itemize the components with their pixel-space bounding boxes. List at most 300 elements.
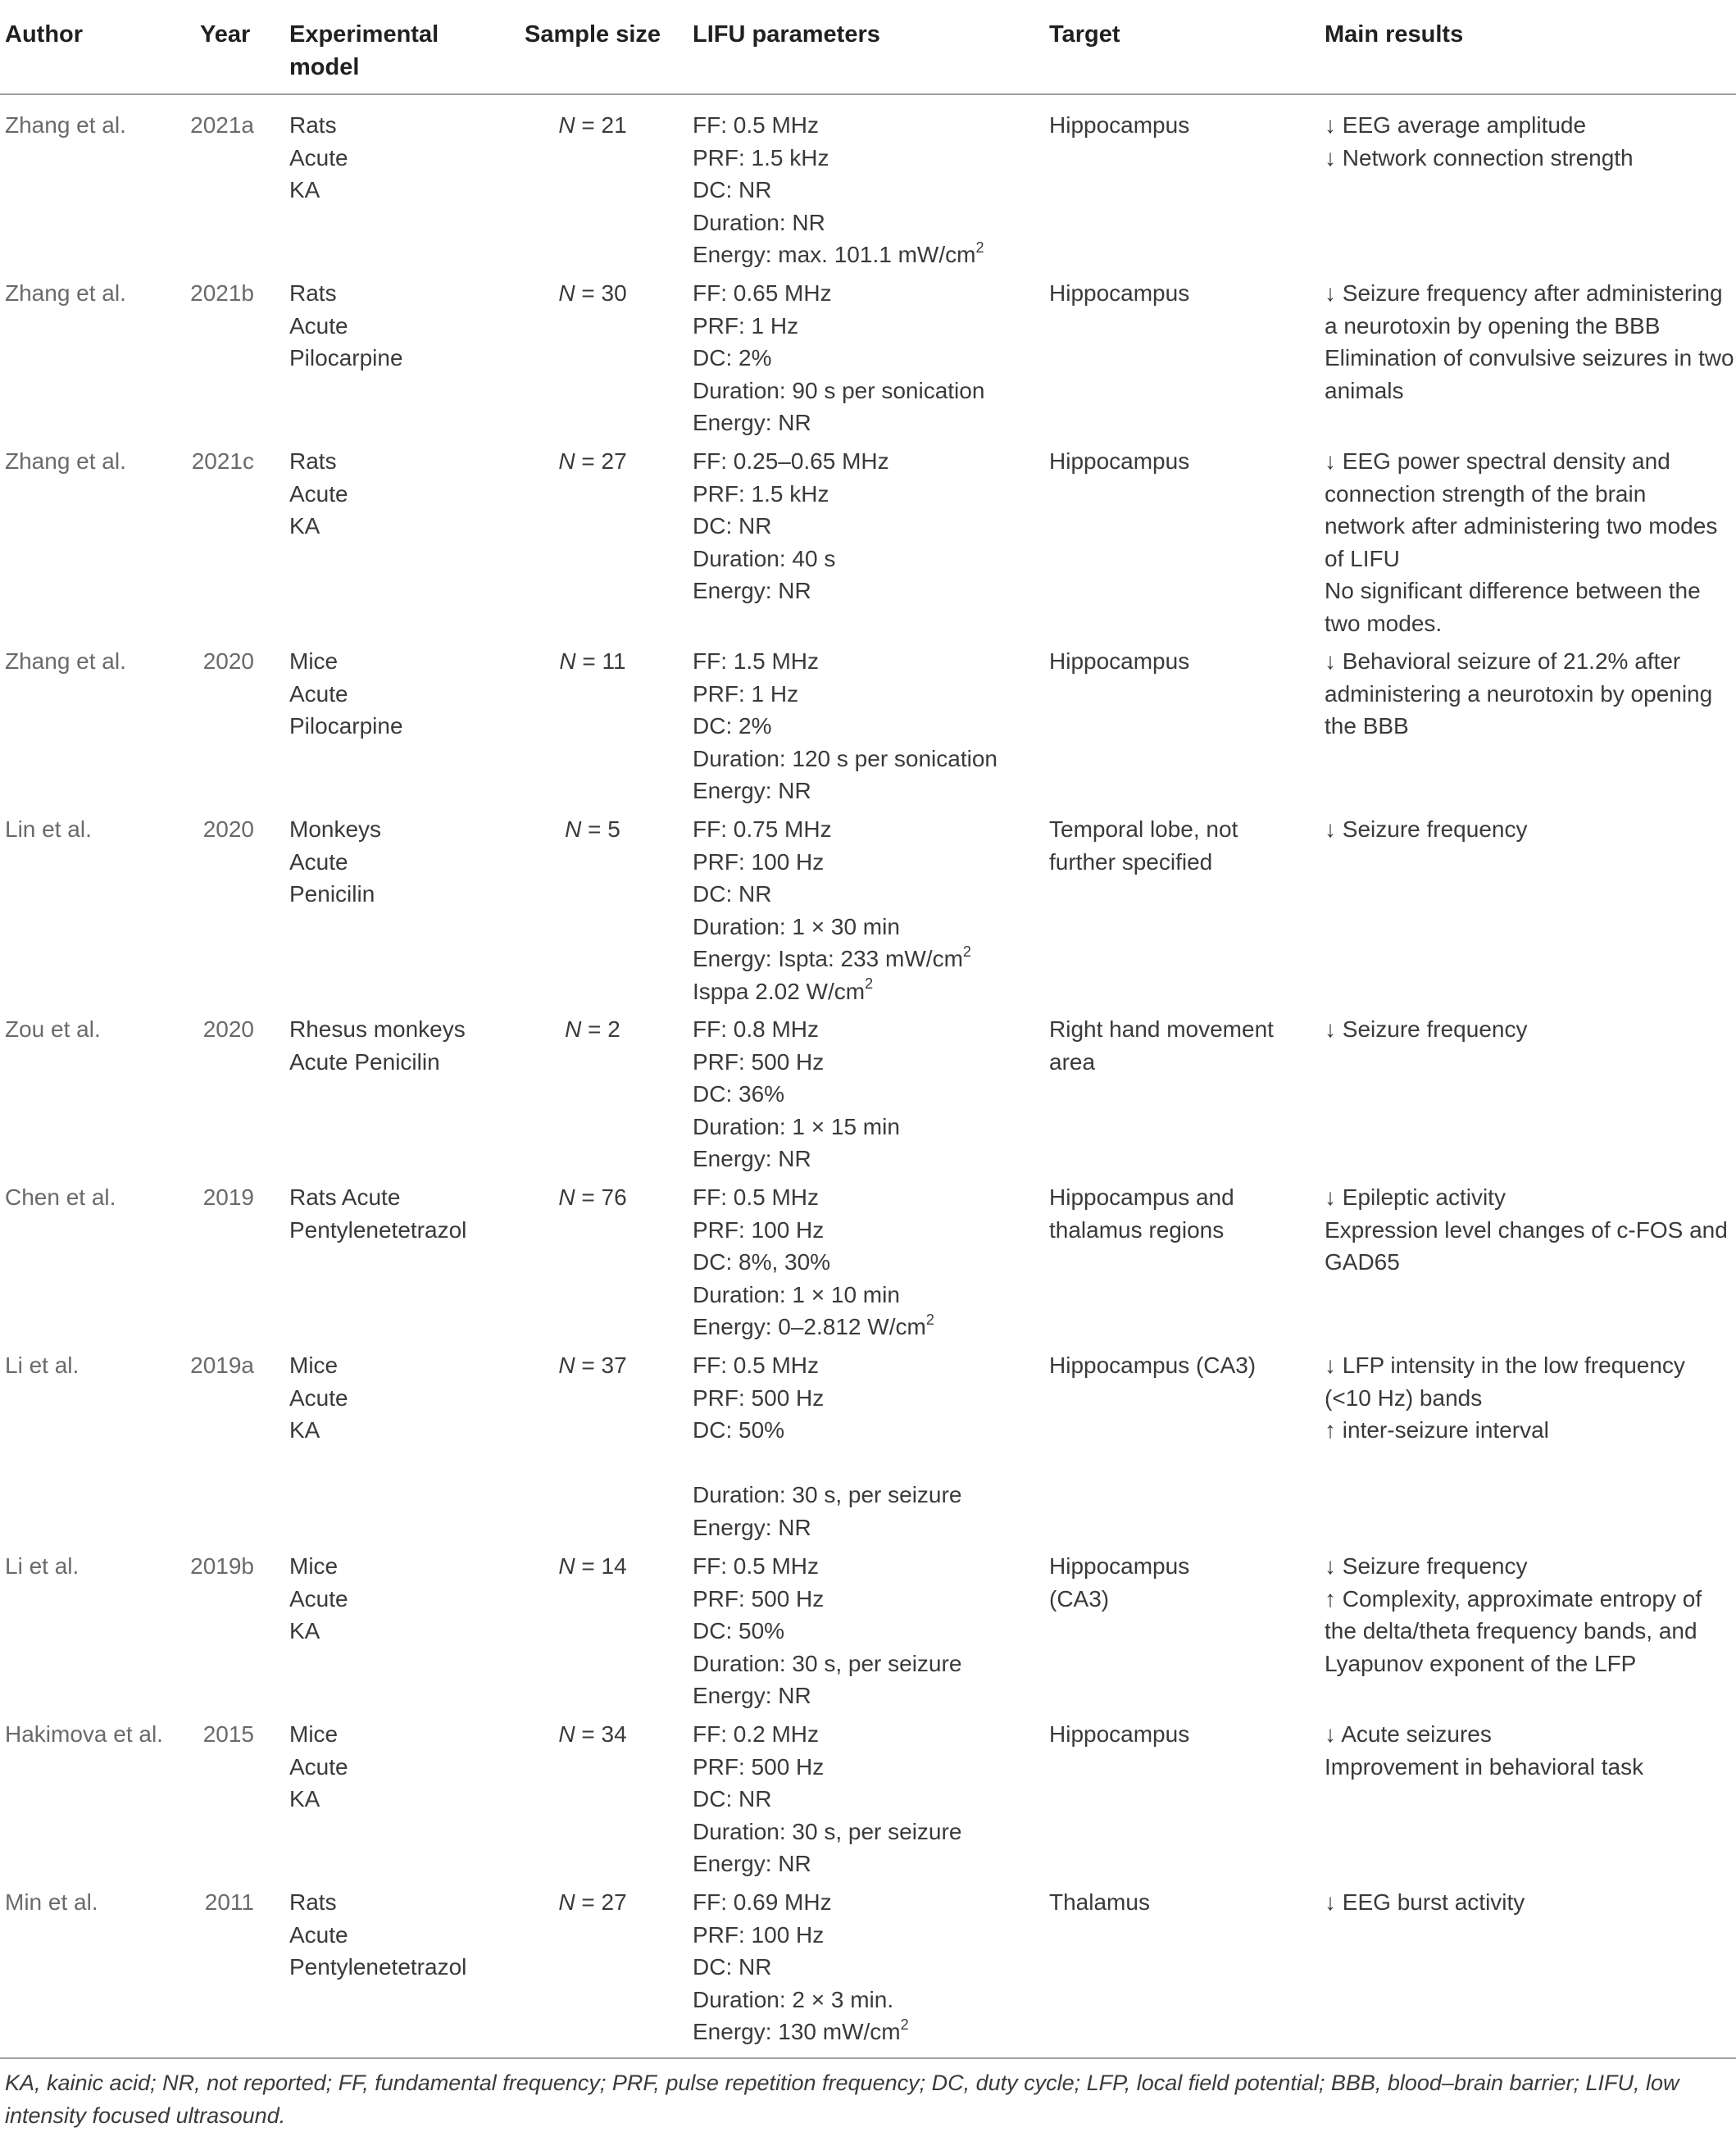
cell-line-text: FF: 0.5 MHz xyxy=(693,112,820,138)
cell-line-text: ↓ EEG burst activity xyxy=(1325,1889,1525,1915)
cell-line-text: Duration: 2 × 3 min. xyxy=(693,1986,894,2012)
cell-line xyxy=(1325,375,1734,407)
cell-line-text: KA xyxy=(289,1417,320,1443)
cell-line-text: Hippocampus xyxy=(1049,280,1190,306)
cell-line-text: Duration: 120 s per sonication xyxy=(693,745,998,771)
cell-line-text: Energy: NR xyxy=(693,410,811,435)
header-lifu-parameters: LIFU parameters xyxy=(693,21,880,48)
cell-line xyxy=(693,813,971,846)
cell-line xyxy=(1049,1013,1274,1046)
cell-line-text: a neurotoxin by opening the BBB xyxy=(1325,312,1661,339)
cell-line-text: Energy: 130 mW/cm xyxy=(693,2019,901,2044)
cell-line-text: Rhesus monkeys xyxy=(289,1016,466,1042)
cell-sample-size xyxy=(527,1181,658,1214)
cell-line-text: network after administering two modes xyxy=(1325,513,1718,539)
sample-size-n: N xyxy=(558,1352,575,1378)
cell-line-text: Duration: 1 × 15 min xyxy=(693,1113,900,1139)
cell-line-text: Hippocampus and xyxy=(1049,1184,1234,1210)
cell-line-text: PRF: 100 Hz xyxy=(693,848,825,875)
cell-line xyxy=(289,1919,466,1952)
cell-line xyxy=(289,813,381,846)
cell-line xyxy=(1325,1181,1728,1214)
cell-line-text: Monkeys xyxy=(289,816,382,842)
sample-size-n: N xyxy=(558,448,575,474)
cell-lifu-parameters xyxy=(693,1181,934,1343)
cell-author: Li et al. xyxy=(5,1553,80,1579)
superscript-2: 2 xyxy=(962,943,971,960)
header-model xyxy=(289,18,439,84)
cell-line xyxy=(693,142,984,175)
cell-author: Zhang et al. xyxy=(5,448,126,474)
cell-line-text: the delta/theta frequency bands, and xyxy=(1325,1618,1697,1643)
cell-main-results xyxy=(1325,277,1734,407)
cell-line-text: Duration: 1 × 30 min xyxy=(693,913,900,939)
cell-lifu-parameters xyxy=(693,1718,961,1880)
cell-line-text: ↑ Complexity, approximate entropy of xyxy=(1325,1585,1702,1612)
cell-year: 2020 xyxy=(202,1016,254,1042)
cell-line-text: PRF: 500 Hz xyxy=(693,1585,825,1612)
cell-line-text: FF: 0.5 MHz xyxy=(693,1352,820,1378)
cell-line-text: FF: 0.5 MHz xyxy=(693,1553,820,1579)
cell-line-text: Energy: NR xyxy=(693,1851,811,1876)
cell-experimental-model xyxy=(289,1349,348,1447)
cell-line-text: Acute xyxy=(289,1921,348,1948)
cell-line-text: PRF: 500 Hz xyxy=(693,1384,825,1411)
cell-line-text: Duration: 90 s per sonication xyxy=(693,377,985,403)
cell-line-text: Acute xyxy=(289,848,348,875)
cell-line-text: Rats xyxy=(289,448,337,474)
cell-line xyxy=(693,575,889,607)
cell-line xyxy=(1325,1615,1702,1648)
cell-line-text: Acute xyxy=(289,1753,348,1780)
cell-author: Zhang et al. xyxy=(5,648,126,674)
cell-line-text: Rats xyxy=(289,112,337,138)
sample-size-value: = 2 xyxy=(588,1016,620,1042)
cell-line-text: Duration: NR xyxy=(693,209,825,235)
cell-experimental-model xyxy=(289,1718,348,1816)
sample-size-n: N xyxy=(559,648,576,674)
cell-line-text: Acute xyxy=(289,144,348,170)
cell-line-text: Thalamus xyxy=(1049,1889,1150,1915)
cell-line xyxy=(1325,310,1734,343)
cell-line-text: ↓ Seizure frequency after administering xyxy=(1325,280,1723,306)
cell-line xyxy=(289,846,381,879)
cell-line-text: area xyxy=(1049,1048,1096,1075)
cell-line-text: Hippocampus (CA3) xyxy=(1049,1352,1257,1378)
superscript-2: 2 xyxy=(865,975,874,993)
header-year: Year xyxy=(200,21,251,48)
cell-target xyxy=(1049,1886,1150,1919)
cell-lifu-parameters xyxy=(693,1349,961,1543)
cell-target xyxy=(1049,1718,1189,1751)
sample-size-value: = 37 xyxy=(581,1352,627,1378)
cell-line-text: FF: 0.75 MHz xyxy=(693,816,832,842)
cell-line-text: DC: NR xyxy=(693,1786,772,1812)
cell-line xyxy=(693,645,998,678)
cell-line-text: FF: 0.8 MHz xyxy=(693,1016,820,1042)
cell-line-text: PRF: 100 Hz xyxy=(693,1921,825,1948)
cell-line-text: ↓ Seizure frequency xyxy=(1325,816,1528,842)
cell-line-text: Energy: NR xyxy=(693,778,811,803)
cell-line-text: two modes. xyxy=(1325,610,1443,636)
cell-main-results xyxy=(1325,813,1527,846)
cell-line xyxy=(289,1214,466,1247)
cell-line xyxy=(693,943,971,975)
cell-line xyxy=(693,1382,961,1415)
cell-sample-size xyxy=(527,1550,658,1583)
cell-line xyxy=(693,775,998,807)
cell-line xyxy=(1325,710,1712,743)
cell-line-text: Rats xyxy=(289,280,337,306)
sample-size-n: N xyxy=(558,112,575,138)
header-model-line1: Experimental xyxy=(289,21,439,48)
cell-line xyxy=(693,1848,961,1880)
cell-line xyxy=(693,1214,934,1247)
cell-line-text: Hippocampus xyxy=(1049,112,1190,138)
cell-line xyxy=(289,1550,348,1583)
cell-line xyxy=(693,710,998,743)
cell-line-text: Acute xyxy=(289,1384,348,1411)
cell-line xyxy=(1049,813,1238,846)
cell-year: 2020 xyxy=(202,816,254,842)
cell-line xyxy=(693,911,971,943)
cell-lifu-parameters xyxy=(693,1886,909,2048)
cell-line-text: KA xyxy=(289,177,320,202)
cell-line xyxy=(289,510,348,543)
cell-line xyxy=(693,1414,961,1447)
cell-line xyxy=(289,1583,348,1616)
cell-line xyxy=(289,109,348,142)
sample-size-n: N xyxy=(558,280,575,306)
cell-line xyxy=(693,1479,961,1511)
cell-line xyxy=(289,174,348,207)
cell-line xyxy=(289,310,403,343)
cell-line xyxy=(289,1951,466,1984)
sample-size-value: = 11 xyxy=(582,648,626,674)
sample-size-n: N xyxy=(558,1721,575,1747)
cell-line-text: connection strength of the brain xyxy=(1325,480,1647,507)
cell-main-results xyxy=(1325,1718,1643,1783)
cell-main-results xyxy=(1325,1550,1702,1680)
cell-line-text: of LIFU xyxy=(1325,545,1400,571)
cell-line-text: Energy: NR xyxy=(693,1683,811,1708)
cell-sample-size xyxy=(527,813,658,846)
cell-line-text: ↓ Epileptic activity xyxy=(1325,1184,1506,1210)
cell-line xyxy=(1325,1886,1525,1919)
cell-line xyxy=(693,678,998,711)
cell-sample-size xyxy=(527,645,658,678)
header-rule xyxy=(0,93,1736,95)
cell-line-text: Duration: 1 × 10 min xyxy=(693,1281,900,1307)
cell-line-text: ↓ EEG average amplitude xyxy=(1325,112,1587,138)
cell-line-text: GAD65 xyxy=(1325,1249,1400,1275)
cell-line-text: KA xyxy=(289,513,320,539)
cell-line xyxy=(1325,1414,1685,1447)
cell-line-text: Acute xyxy=(289,680,348,707)
cell-line-text: Penicilin xyxy=(289,881,375,907)
cell-line xyxy=(1325,1583,1702,1616)
cell-author: Min et al. xyxy=(5,1889,98,1915)
header-main-results: Main results xyxy=(1325,21,1464,48)
cell-line-text: the BBB xyxy=(1325,713,1409,739)
cell-line xyxy=(693,207,984,239)
cell-line xyxy=(1049,1583,1189,1616)
cell-year: 2015 xyxy=(202,1721,254,1747)
cell-line xyxy=(1049,645,1189,678)
cell-year: 2021b xyxy=(190,280,254,306)
cell-line-text: DC: 8%, 30% xyxy=(693,1249,831,1275)
cell-sample-size xyxy=(527,445,658,478)
cell-line-text: Elimination of convulsive seizures in two xyxy=(1325,345,1734,370)
cell-sample-size xyxy=(527,1886,658,1919)
cell-line-text: Energy: NR xyxy=(693,1146,811,1171)
cell-line xyxy=(693,1078,900,1111)
cell-experimental-model xyxy=(289,445,348,543)
cell-line xyxy=(693,1279,934,1311)
cell-line xyxy=(693,1511,961,1544)
cell-line xyxy=(1049,109,1189,142)
cell-experimental-model xyxy=(289,813,381,911)
cell-line-text: Mice xyxy=(289,648,339,674)
cell-lifu-parameters xyxy=(693,445,889,607)
cell-line xyxy=(289,1886,466,1919)
cell-target xyxy=(1049,1349,1256,1382)
line-gap xyxy=(693,1447,961,1480)
cell-line-text: FF: 0.5 MHz xyxy=(693,1184,820,1210)
cell-line xyxy=(1325,1246,1728,1279)
cell-line xyxy=(289,1751,348,1784)
cell-experimental-model xyxy=(289,1550,348,1648)
cell-line xyxy=(693,1751,961,1784)
cell-line xyxy=(693,510,889,543)
cell-line-text: KA xyxy=(289,1618,320,1643)
cell-line-text: DC: 50% xyxy=(693,1417,785,1443)
cell-lifu-parameters xyxy=(693,109,984,271)
cell-line-text: ↑ inter-seizure interval xyxy=(1325,1417,1549,1443)
bottom-rule xyxy=(0,2057,1736,2059)
sample-size-value: = 34 xyxy=(581,1721,627,1747)
cell-line xyxy=(693,239,984,271)
cell-line-text: Pentylenetetrazol xyxy=(289,1954,467,1980)
cell-sample-size xyxy=(527,1013,658,1046)
cell-line-text: No significant difference between the xyxy=(1325,578,1701,603)
cell-line xyxy=(1049,1046,1274,1079)
cell-author: Hakimova et al. xyxy=(5,1721,163,1747)
cell-line xyxy=(1325,813,1527,846)
cell-line xyxy=(1049,1886,1150,1919)
cell-line xyxy=(1325,575,1717,607)
cell-line-text: Acute xyxy=(289,312,348,339)
cell-line xyxy=(693,1181,934,1214)
cell-sample-size xyxy=(527,109,658,142)
cell-line xyxy=(693,1886,909,1919)
cell-line xyxy=(289,1718,348,1751)
cell-sample-size xyxy=(527,277,658,310)
cell-line xyxy=(693,1013,900,1046)
cell-author: Chen et al. xyxy=(5,1184,116,1210)
cell-line-text: Energy: max. 101.1 mW/cm xyxy=(693,242,976,267)
cell-line-text: Pilocarpine xyxy=(289,713,403,739)
cell-year: 2019b xyxy=(190,1553,254,1579)
cell-line-text: FF: 1.5 MHz xyxy=(693,648,820,674)
cell-line-text: FF: 0.69 MHz xyxy=(693,1889,832,1915)
cell-line xyxy=(1325,142,1634,175)
cell-line xyxy=(289,1382,348,1415)
cell-line xyxy=(693,1550,961,1583)
cell-line-text: PRF: 500 Hz xyxy=(693,1048,825,1075)
cell-line xyxy=(289,445,348,478)
cell-line-text: PRF: 1 Hz xyxy=(693,312,799,339)
cell-line xyxy=(693,1951,909,1984)
cell-line-text: Duration: 30 s, per seizure xyxy=(693,1482,962,1507)
cell-line xyxy=(693,1246,934,1279)
cell-lifu-parameters xyxy=(693,277,984,439)
cell-line xyxy=(1049,1181,1234,1214)
cell-line xyxy=(289,710,403,743)
cell-line xyxy=(693,846,971,879)
cell-line xyxy=(693,2016,909,2048)
cell-line-text: Mice xyxy=(289,1553,339,1579)
cell-line-text: Duration: 30 s, per seizure xyxy=(693,1650,962,1676)
cell-line-text: Improvement in behavioral task xyxy=(1325,1753,1644,1780)
cell-line-text: PRF: 1.5 kHz xyxy=(693,144,829,170)
cell-line-text: PRF: 100 Hz xyxy=(693,1216,825,1243)
cell-line xyxy=(693,1816,961,1848)
cell-year: 2019a xyxy=(190,1352,254,1378)
cell-author: Li et al. xyxy=(5,1352,80,1378)
cell-lifu-parameters xyxy=(693,813,971,1007)
cell-line xyxy=(289,1349,348,1382)
cell-experimental-model xyxy=(289,1181,466,1246)
cell-line-text: PRF: 1 Hz xyxy=(693,680,799,707)
cell-line xyxy=(693,174,984,207)
cell-line-text: Rats xyxy=(289,1889,337,1915)
cell-line xyxy=(693,1349,961,1382)
cell-main-results xyxy=(1325,645,1712,743)
cell-target xyxy=(1049,645,1189,678)
cell-line-text: DC: 50% xyxy=(693,1618,785,1643)
cell-line xyxy=(289,142,348,175)
cell-line xyxy=(693,1680,961,1712)
cell-line-text: Isppa 2.02 W/cm xyxy=(693,978,866,1004)
cell-sample-size xyxy=(527,1718,658,1751)
cell-line xyxy=(1325,1382,1685,1415)
cell-line-text: FF: 0.25–0.65 MHz xyxy=(693,448,889,474)
cell-line xyxy=(693,277,984,310)
cell-line xyxy=(1049,846,1238,879)
cell-line xyxy=(693,375,984,407)
sample-size-n: N xyxy=(565,1016,582,1042)
cell-line-text: Acute xyxy=(289,1585,348,1612)
cell-sample-size xyxy=(527,1349,658,1382)
cell-line-text: ↓ Seizure frequency xyxy=(1325,1553,1528,1579)
cell-line-text: Hippocampus xyxy=(1049,1721,1190,1747)
superscript-2: 2 xyxy=(900,2016,909,2033)
cell-line xyxy=(693,1046,900,1079)
cell-line xyxy=(693,1919,909,1952)
cell-line xyxy=(1325,277,1734,310)
cell-line-text: ↓ LFP intensity in the low frequency xyxy=(1325,1352,1685,1378)
cell-line xyxy=(693,109,984,142)
cell-line xyxy=(289,678,403,711)
cell-target xyxy=(1049,1550,1189,1615)
cell-line-text: animals xyxy=(1325,377,1404,403)
cell-line xyxy=(693,1648,961,1680)
sample-size-value: = 76 xyxy=(581,1184,627,1210)
cell-line xyxy=(1049,445,1189,478)
cell-line xyxy=(693,1783,961,1816)
cell-line xyxy=(693,1311,934,1343)
cell-target xyxy=(1049,813,1238,878)
cell-line xyxy=(1325,543,1717,575)
cell-main-results xyxy=(1325,1181,1728,1279)
cell-main-results xyxy=(1325,445,1717,639)
cell-line-text: DC: NR xyxy=(693,177,772,202)
cell-line xyxy=(1049,1550,1189,1583)
cell-line xyxy=(1325,645,1712,678)
cell-line-text: ↓ EEG power spectral density and xyxy=(1325,448,1670,474)
header-author: Author xyxy=(5,21,84,48)
cell-line-text: Duration: 30 s, per seizure xyxy=(693,1818,962,1844)
cell-line xyxy=(693,478,889,511)
header-sample-size: Sample size xyxy=(525,21,661,48)
cell-main-results xyxy=(1325,1013,1527,1046)
cell-line xyxy=(289,1013,466,1046)
cell-lifu-parameters xyxy=(693,1013,900,1175)
sample-size-value: = 14 xyxy=(581,1553,627,1579)
cell-line xyxy=(1325,1751,1643,1784)
sample-size-n: N xyxy=(558,1184,575,1210)
cell-year: 2019 xyxy=(202,1184,254,1210)
cell-target xyxy=(1049,1181,1234,1246)
table-footnote: KA, kainic acid; NR, not reported; FF, fundamental frequency; PRF, pulse repetition frequency; DC, duty cycle; LFP, local field potential; BBB, blood–brain barrier; LIFU, low intensity focused ultrasound. xyxy=(5,2071,1679,2128)
cell-line-text: Acute Penicilin xyxy=(289,1048,440,1075)
cell-line-text: Lyapunov exponent of the LFP xyxy=(1325,1650,1637,1676)
cell-line xyxy=(693,342,984,375)
sample-size-n: N xyxy=(558,1889,575,1915)
cell-line-text: thalamus regions xyxy=(1049,1216,1225,1243)
cell-line-text: Expression level changes of c-FOS and xyxy=(1325,1216,1728,1243)
cell-line-text: Mice xyxy=(289,1352,339,1378)
cell-line xyxy=(1325,1550,1702,1583)
cell-line xyxy=(1049,1214,1234,1247)
cell-line-text: Pentylenetetrazol xyxy=(289,1216,467,1243)
cell-line xyxy=(1325,1718,1643,1751)
sample-size-value: = 27 xyxy=(581,1889,627,1915)
cell-lifu-parameters xyxy=(693,1550,961,1712)
cell-line xyxy=(1325,109,1634,142)
cell-experimental-model xyxy=(289,1013,466,1078)
cell-line xyxy=(1325,1648,1702,1680)
cell-line-text: DC: 2% xyxy=(693,713,772,739)
cell-line-text: Energy: 0–2.812 W/cm xyxy=(693,1314,926,1339)
cell-line-text: Hippocampus xyxy=(1049,448,1190,474)
cell-main-results xyxy=(1325,1349,1685,1447)
cell-main-results xyxy=(1325,109,1634,174)
cell-line-text: Mice xyxy=(289,1721,339,1747)
cell-line xyxy=(1325,478,1717,511)
cell-line xyxy=(693,445,889,478)
cell-line-text: FF: 0.65 MHz xyxy=(693,280,832,306)
cell-year: 2021a xyxy=(190,112,254,138)
cell-line xyxy=(1325,1349,1685,1382)
cell-line-text: Energy: Ispta: 233 mW/cm xyxy=(693,946,963,971)
cell-line-text: PRF: 1.5 kHz xyxy=(693,480,829,507)
cell-line xyxy=(289,342,403,375)
superscript-2: 2 xyxy=(975,239,984,256)
cell-line xyxy=(289,1615,348,1648)
cell-line-text: Hippocampus xyxy=(1049,1553,1190,1579)
